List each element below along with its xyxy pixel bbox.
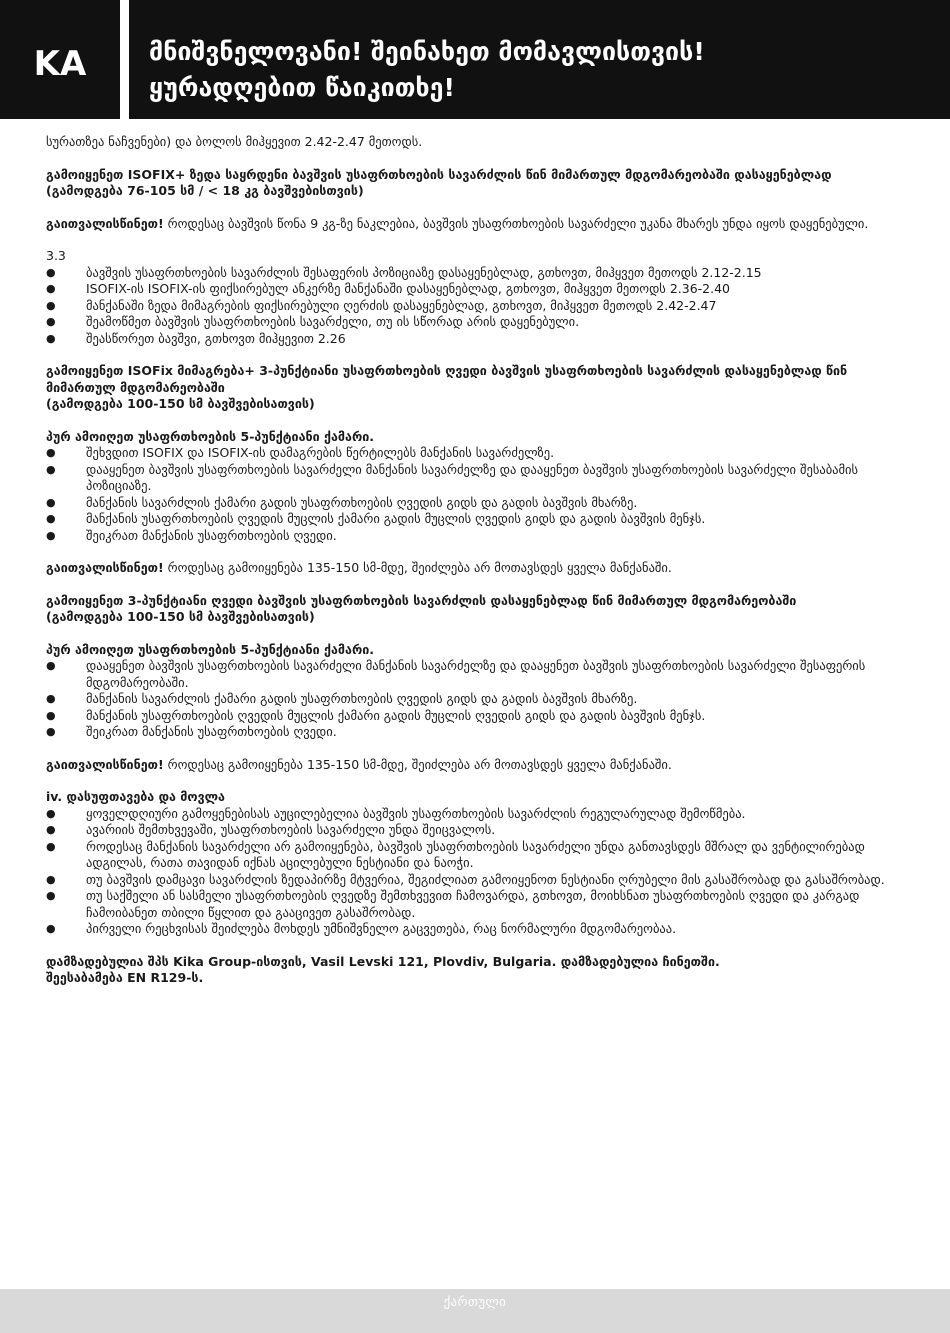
- list-item: ● დააყენეთ ბავშვის უსაფრთხოების სავარძელი მანქანის სავარძელზე და დააყენეთ ბავშვის უსაფრთხოების სავარძელი შესაბამის პოზიციაზე.: [46, 462, 916, 495]
- section4-attention: [46, 757, 916, 774]
- list-item: ● მანქანაში ზედა მიმაგრების ფიქსირებული ღერძის დასაყენებლად, გთხოვთ, მიჰყვეთ მეთოდს 2.42-2.47: [46, 298, 916, 315]
- list-item: ● მანქანის სავარძლის ქამარი გადის უსაფრთხოების ღვედის გიდს და გადის ბავშვის მხარზე.: [46, 495, 916, 512]
- intro-text: სურათზეა ნაჩვენები) და ბოლოს მიჰყევით 2.42-2.47 მეთოდს.: [46, 134, 423, 149]
- section3-instruction: პურ ამოიღეთ უსაფრთხოების 5-პუნქტიანი ქამარი.: [46, 428, 375, 444]
- section3-list: [46, 445, 916, 544]
- list-item: ● დააყენეთ ბავშვის უსაფრთხოების სავარძელი მანქანის სავარძელზე და დააყენეთ ბავშვის უსაფრთხოების სავარძელი შესაფერის მდგომარეობაში.: [46, 658, 916, 691]
- header-title-box: [129, 0, 950, 119]
- list-item: ● ყოველდღიური გამოყენებისას აუცილებელია ბავშვის უსაფრთხოების სავარძლის რეგულარულად შემოწმება.: [46, 806, 916, 823]
- list-item: ● შეხვდით ISOFIX და ISOFIX-ის დამაგრების წერტილებს მანქანის სავარძელზე.: [46, 445, 916, 462]
- section4-subheading: (გამოდგება 100-150 სმ ბავშვებისათვის): [46, 609, 315, 624]
- manufacturer-info: დამზადებულია შპს Kika Group-ისთვის, Vasil Levski 121, Plovdiv, Bulgaria. დამზადებულია ჩინეთში.: [46, 953, 720, 969]
- list-item: ● როდესაც მანქანის სავარძელი არ გამოიყენება, ბავშვის უსაფრთხოების სავარძელი უნდა განთავსდეს მშრალ და ვენტილირებად ადგილას, რათა თავიდან იქნას აცილებული ნესტიანი და ნაოჭი.: [46, 839, 916, 872]
- section1-subheading: (გამოდგება 76-105 სმ / < 18 კგ ბავშვებისთვის): [46, 183, 364, 198]
- attention-text: როდესაც გამოიყენება 135-150 სმ-მდე, შეიძლება არ მოთავსდეს ყველა მანქანაში.: [163, 560, 672, 575]
- attention-text: როდესაც გამოიყენება 135-150 სმ-მდე, შეიძლება არ მოთავსდეს ყველა მანქანაში.: [163, 756, 672, 772]
- list-item: ● ბავშვის უსაფრთხოების სავარძლის შესაფერის პოზიციაზე დასაყენებლად, გთხოვთ, მიჰყვეთ მეთოდს 2.12-2.15: [46, 265, 916, 282]
- attention-text: როდესაც ბავშვის წონა 9 კგ-ზე ნაკლებია, ბავშვის უსაფრთხოების სავარძელი უკანა მხარეს უნდა იყოს დაყენებული.: [163, 215, 869, 231]
- list-item: ● მანქანის სავარძლის ქამარი გადის უსაფრთხოების ღვედის გიდს და გადის ბავშვის მხარზე.: [46, 691, 916, 708]
- list-item: ● მანქანის უსაფრთხოების ღვედის მუცლის ქამარი გადის მუცლის ღვედის გიდს და გადის ბავშვის მენჯს.: [46, 708, 916, 725]
- list-item: ● პირველი რეცხვისას შეიძლება მოხდეს უმნიშვნელო გაცვეთება, რაც ნორმალური მდგომარეობაა.: [46, 921, 916, 938]
- document-body: [46, 134, 916, 987]
- header-title-line1: მნიშვნელოვანი! შეინახეთ მომავლისთვის!: [149, 37, 705, 66]
- list-item: ● ავარიის შემთხვევაში, უსაფრთხოების სავარძელი უნდა შეიცვალოს.: [46, 822, 916, 839]
- section1-attention: [46, 216, 916, 233]
- section4-heading: გამოიყენეთ 3-პუნქტიანი ღვედი ბავშვის უსაფრთხოების სავარძლის დასაყენებლად წინ მიმართულ მდგომარეობაში: [46, 592, 797, 608]
- attention-label: გაითვალისწინეთ!: [46, 756, 164, 772]
- attention-label: გაითვალისწინეთ!: [46, 560, 164, 575]
- section5-heading: iv. დასუფთავება და მოვლა: [46, 789, 225, 804]
- list-item: ● ISOFIX-ის ISOFIX-ის ფიქსირებულ ანკერზე მანქანაში დასაყენებლად, გთხოვთ, მიჰყვეთ მეთოდს 2.36-2.40: [46, 281, 916, 298]
- section3-subheading: (გამოდგება 100-150 სმ ბავშვებისათვის): [46, 396, 315, 411]
- attention-label: გაითვალისწინეთ!: [46, 215, 164, 231]
- section2-list: [46, 265, 916, 348]
- header-title-line2: ყურადღებით წაიკითხე!: [149, 73, 455, 102]
- list-item: ● თუ საქშელი ან სასმელი უსაფრთხოების ღვედზე შემთხვევით ჩამოვარდა, გთხოვთ, მოიხსნათ უსაფრთხოების ღვედი და კარგად ჩამოიბანეთ თბილი წყლით და გააცივეთ გასაშრობად.: [46, 888, 916, 921]
- section4-list: [46, 658, 916, 741]
- language-code: KA: [33, 43, 87, 84]
- section5-list: [46, 806, 916, 938]
- list-item: ● მანქანის უსაფრთხოების ღვედის მუცლის ქამარი გადის მუცლის ღვედის გიდს და გადის ბავშვის მენჯს.: [46, 511, 916, 528]
- section2-number: 3.3: [46, 248, 66, 263]
- list-item: ● შეიკრათ მანქანის უსაფრთხოების ღვედი.: [46, 724, 916, 741]
- footer-language-label: ქართული: [443, 1294, 507, 1309]
- language-code-badge: [0, 0, 120, 119]
- page-footer: [0, 1289, 950, 1333]
- list-item: ● შეამოწმეთ ბავშვის უსაფრთხოების სავარძელი, თუ ის სწორად არის დაყენებული.: [46, 314, 916, 331]
- list-item: ● შეიკრათ მანქანის უსაფრთხოების ღვედი.: [46, 528, 916, 545]
- compliance-note: შეესაბამება EN R129-ს.: [46, 970, 204, 985]
- list-item: ● თუ ბავშვის დამცავი სავარძლის ზედაპირზე მტვერია, შეგიძლიათ გამოიყენოთ ნესტიანი ღრუბელი მის გასაშრობად და გასაშრობად.: [46, 872, 916, 889]
- list-item: ● შეასწორეთ ბავშვი, გთხოვთ მიჰყევით 2.26: [46, 331, 916, 348]
- section1-heading: გამოიყენეთ ISOFIX+ ზედა საყრდენი ბავშვის უსაფრთხოების სავარძლის წინ მიმართულ მდგომარეობაში დასაყენებლად: [46, 166, 832, 182]
- section4-instruction: პურ ამოიღეთ უსაფრთხოების 5-პუნქტიანი ქამარი.: [46, 641, 375, 657]
- page-header: [0, 0, 950, 119]
- section3-heading: გამოიყენეთ ISOFix მიმაგრება+ 3-პუნქტიანი უსაფრთხოების ღვედი ბავშვის უსაფრთხოების სავარძლის დასაყენებლად წინ მიმართულ მდგომარეობაში: [46, 363, 848, 395]
- section3-attention: [46, 560, 916, 577]
